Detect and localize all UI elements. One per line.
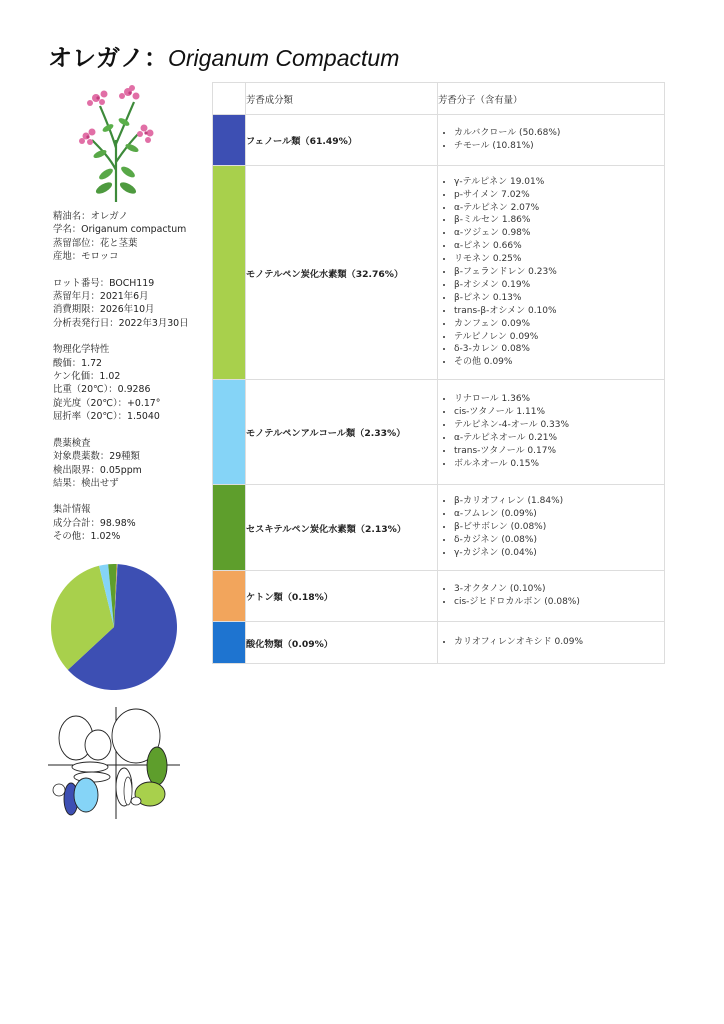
- molecule-item: • α-ツジェン 0.98%: [454, 227, 664, 240]
- class-label: ケトン類（0.18%）: [246, 571, 438, 622]
- diagram-bubble: [131, 797, 141, 805]
- pesticide-info: [53, 437, 213, 491]
- lot-info: [53, 277, 213, 331]
- molecule-item: • α-テルピネオール 0.21%: [454, 432, 664, 445]
- molecule-item: • β-ミルセン 1.86%: [454, 214, 664, 227]
- molecule-item: • cis-ジヒドロカルボン (0.08%): [454, 596, 664, 609]
- molecule-item: • β-ビサボレン (0.08%): [454, 521, 664, 534]
- section-heading: 物理化学特性: [53, 344, 110, 356]
- info-line: 検出限界：0.05ppm: [53, 464, 142, 476]
- class-color-swatch: [213, 571, 246, 622]
- molecule-list-cell: [438, 622, 665, 664]
- class-color-swatch: [213, 380, 246, 485]
- class-label: モノテルペンアルコール類（2.33%）: [246, 380, 438, 485]
- molecule-item: • γ-カジネン (0.04%): [454, 547, 664, 560]
- page-title: [48, 38, 399, 73]
- info-line: 学名：Origanum compactum: [53, 224, 187, 236]
- molecule-item: • その他 0.09%: [454, 356, 664, 369]
- molecule-list: [438, 393, 664, 470]
- molecule-item: • trans-ツタノール 0.17%: [454, 445, 664, 458]
- composition-diagram: [46, 705, 182, 821]
- section-heading: 農薬検査: [53, 437, 91, 449]
- info-line: 蒸留年月：2021年6月: [53, 291, 149, 303]
- basic-info: [53, 210, 213, 264]
- molecule-item: • β-カリオフィレン (1.84%): [454, 495, 664, 508]
- oil-info-panel: [53, 210, 213, 557]
- info-line: 消費期限：2026年10月: [53, 304, 155, 316]
- info-line: ケン化価：1.02: [53, 371, 121, 383]
- molecule-list: [438, 176, 664, 370]
- diagram-bubble: [147, 747, 167, 785]
- molecule-item: • trans-β-オシメン 0.10%: [454, 305, 664, 318]
- table-row: [213, 571, 665, 622]
- info-line: その他：1.02%: [53, 531, 121, 543]
- diagram-bubble: [72, 762, 108, 772]
- info-line: 分析表発行日：2022年3月30日: [53, 317, 189, 329]
- info-line: 精油名：オレガノ: [53, 211, 129, 222]
- info-line: 屈折率（20℃）：1.5040: [53, 411, 160, 423]
- molecule-list-cell: [438, 115, 665, 166]
- table-header-row: [213, 83, 665, 115]
- molecule-item: • α-テルピネン 2.07%: [454, 202, 664, 215]
- molecule-item: • リナロール 1.36%: [454, 393, 664, 406]
- class-color-swatch: [213, 485, 246, 571]
- class-color-swatch: [213, 115, 246, 166]
- info-line: 成分合計：98.98%: [53, 517, 136, 529]
- table-row: [213, 622, 665, 664]
- header-molecules: 芳香分子（含有量）: [438, 83, 665, 115]
- info-line: 比重（20℃）：0.9286: [53, 384, 151, 396]
- info-line: ロット番号：BOCH119: [53, 277, 155, 289]
- info-line: 酸価：1.72: [53, 357, 102, 369]
- diagram-bubble: [74, 778, 98, 812]
- header-swatch: [213, 83, 246, 115]
- molecule-item: • カリオフィレンオキシド 0.09%: [454, 636, 664, 649]
- molecule-list: [438, 583, 664, 609]
- composition-table: [212, 82, 665, 664]
- class-label: セスキテルペン炭化水素類（2.13%）: [246, 485, 438, 571]
- info-line: 結果：検出せず: [53, 477, 119, 489]
- class-color-swatch: [213, 166, 246, 380]
- table-row: [213, 485, 665, 571]
- molecule-item: • チモール (10.81%): [454, 140, 664, 153]
- molecule-list: [438, 127, 664, 153]
- info-line: 産地：モロッコ: [53, 251, 119, 263]
- molecule-item: • ボルネオール 0.15%: [454, 458, 664, 471]
- table-row: [213, 115, 665, 166]
- diagram-bubble: [85, 730, 111, 760]
- table-row: [213, 166, 665, 380]
- class-label: モノテルペン炭化水素類（32.76%）: [246, 166, 438, 380]
- molecule-item: • α-フムレン (0.09%): [454, 508, 664, 521]
- diagram-bubble: [53, 784, 65, 796]
- molecule-item: • β-オシメン 0.19%: [454, 279, 664, 292]
- table-row: [213, 380, 665, 485]
- totals-info: [53, 503, 213, 543]
- molecule-item: • リモネン 0.25%: [454, 253, 664, 266]
- molecule-item: • テルピネン-4-オール 0.33%: [454, 419, 664, 432]
- section-heading: 集計情報: [53, 504, 91, 516]
- molecule-item: • δ-カジネン (0.08%): [454, 534, 664, 547]
- molecule-item: • β-ピネン 0.13%: [454, 292, 664, 305]
- physchem-info: [53, 343, 213, 423]
- molecule-item: • p-サイメン 7.02%: [454, 189, 664, 202]
- molecule-list-cell: [438, 380, 665, 485]
- molecule-item: • 3-オクタノン (0.10%): [454, 583, 664, 596]
- molecule-item: • テルピノレン 0.09%: [454, 331, 664, 344]
- composition-pie-chart: [48, 562, 180, 692]
- molecule-item: • カンフェン 0.09%: [454, 318, 664, 331]
- molecule-list-cell: [438, 485, 665, 571]
- molecule-item: • cis-ツタノール 1.11%: [454, 406, 664, 419]
- molecule-item: • β-フェランドレン 0.23%: [454, 266, 664, 279]
- info-line: 旋光度（20℃）：+0.17°: [53, 397, 161, 409]
- class-color-swatch: [213, 622, 246, 664]
- molecule-item: • α-ピネン 0.66%: [454, 240, 664, 253]
- molecule-list-cell: [438, 166, 665, 380]
- molecule-item: • γ-テルピネン 19.01%: [454, 176, 664, 189]
- molecule-list-cell: [438, 571, 665, 622]
- title-japanese: オレガノ：: [48, 44, 168, 72]
- molecule-list: [438, 636, 664, 649]
- header-class: 芳香成分類: [246, 83, 438, 115]
- molecule-item: • δ-3-カレン 0.08%: [454, 343, 664, 356]
- info-line: 対象農薬数：29種類: [53, 451, 140, 463]
- title-latin: Origanum Compactum: [168, 45, 400, 71]
- class-label: フェノール類（61.49%）: [246, 115, 438, 166]
- info-line: 蒸留部位：花と茎葉: [53, 237, 138, 249]
- class-label: 酸化物類（0.09%）: [246, 622, 438, 664]
- molecule-item: • カルバクロール (50.68%): [454, 127, 664, 140]
- molecule-list: [438, 495, 664, 560]
- oregano-illustration: [66, 78, 162, 204]
